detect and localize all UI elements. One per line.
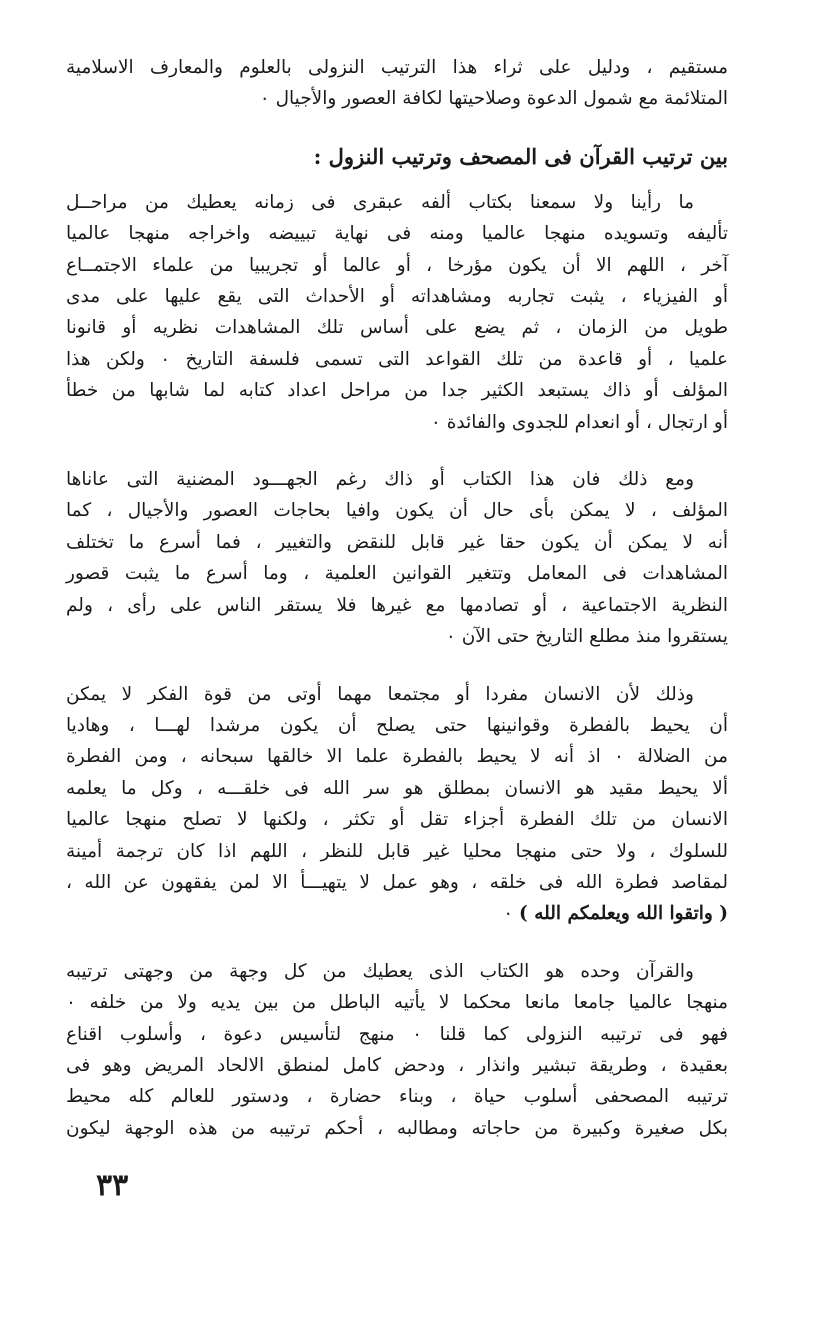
text-line: المتلائمة مع شمول الدعوة وصلاحيتها لكافة العصور والأجيال ٠ xyxy=(259,88,728,110)
text-line: والقرآن وحده هو الكتاب الذى يعطيك من كل وجهة من وجهتى ترتيبه xyxy=(66,960,694,982)
paragraph-2 xyxy=(66,464,728,652)
text-line xyxy=(66,898,728,929)
text-line: للسلوك ، ولا حتى منهجا محليا غير قابل للنظر ، اللهم اذا كان ترجمة أمينة xyxy=(66,840,728,862)
text-line: أن يحيط بالفطرة وقوانينها حتى يصلح أن يكون مرشدا لهـــا ، وهاديا xyxy=(66,714,728,736)
paragraph-3 xyxy=(66,679,728,930)
text-line: آخر ، اللهم الا أن يكون مؤرخا ، أو عالما أو تجريبيا من علماء الاجتمــاع xyxy=(66,254,728,276)
paragraph-intro xyxy=(66,52,728,115)
text-line: أو الفيزياء ، يثبت تجاربه ومشاهداته أو الأحداث التى يقع عليها على مدى xyxy=(66,286,728,308)
text-line: المشاهدات فى المعامل وتتغير القوانين العلمية ، وما أسرع ما يثبت قصور xyxy=(66,563,728,585)
quote-end-mark: ٠ xyxy=(503,903,520,925)
text-line: أنه لا يمكن أن يكون حقا غير قابل للنقض والتغيير ، فما أسرع ما تختلف xyxy=(66,531,728,553)
text-line: بكل صغيرة وكبيرة من حاجاته ومطالبه ، أحكم ترتيبه من هذه الوجهة ليكون xyxy=(66,1117,728,1139)
text-line: المؤلف أو ذاك يستبعد الكثير جدا من مراحل اعداد كتابه لما شابها من خطأ xyxy=(66,380,728,402)
text-line: علميا ، أو قاعدة من تلك القواعد التى تسمى فلسفة التاريخ ٠ ولكن هذا xyxy=(66,348,728,370)
text-line: بعقيدة ، وطريقة تبشير وانذار ، ودحض كامل لمنطق الالحاد المريض وهو فى xyxy=(66,1054,728,1076)
text-line: النظرية الاجتماعية ، أو تصادمها مع غيرها فلا يستقر الناس على رأى ، ولم xyxy=(66,594,728,616)
text-line: طويل من الزمان ، ثم يضع على أساس تلك المشاهدات نظريه أو قانونا xyxy=(66,317,728,339)
text-line: مستقيم ، ودليل على ثراء هذا الترتيب النزولى بالعلوم والمعارف الاسلامية xyxy=(66,57,728,78)
text-line: لمقاصد فطرة الله فى خلقه ، وهو عمل لا يتهيـــأ الا لمن يفقهون عن الله ، xyxy=(66,871,728,893)
paragraph-4 xyxy=(66,956,728,1144)
section-heading: بين ترتيب القرآن فى المصحف وترتيب النزول : xyxy=(313,143,728,169)
text-line: يستقروا منذ مطلع التاريخ حتى الآن ٠ xyxy=(445,626,728,648)
paragraph-1 xyxy=(66,187,728,438)
text-line: فهو فى ترتيبه النزولى كما قلنا ٠ منهج لتأسيس دعوة ، وأسلوب اقناع xyxy=(66,1023,729,1045)
text-line: ما رأينا ولا سمعنا بكتاب ألفه عبقرى فى زمانه يعطيك من مراحــل xyxy=(66,191,694,213)
text-line: الانسان من تلك الفطرة أجزاء تقل أو تكثر ، ولكنها لا تصلح منهجا عالميا xyxy=(66,809,728,831)
text-line: أو ارتجال ، أو انعدام للجدوى والفائدة ٠ xyxy=(430,411,728,433)
text-line: منهجا عالميا جامعا مانعا محكما لا يأتيه الباطل من بين يديه ولا من خلفه ٠ xyxy=(66,992,728,1014)
text-line: وذلك لأن الانسان مفردا أو مجتمعا مهما أوتى من قوة الفكر لا يمكن xyxy=(66,683,694,705)
text-line: المؤلف ، لا يمكن بأى حال أن يكون وافيا بحاجات العصور والأجيال ، كما xyxy=(66,500,728,522)
text-line: ومع ذلك فان هذا الكتاب أو ذاك رغم الجهـــود المضنية التى عاناها xyxy=(66,469,694,491)
text-line: من الضلالة ٠ اذ أنه لا يحيط بالفطرة علما الا خالقها سبحانه ، ومن الفطرة xyxy=(66,746,728,768)
text-line: تأليفه وتسويده منهجا عالميا ومنه فى نهاية تبييضه واخراجه منهجا عالميا xyxy=(66,223,728,245)
page-number: ٣٣ xyxy=(96,1168,129,1203)
text-line: ترتيبه المصحفى أسلوب حياة ، وبناء حضارة ، ودستور للعالم كله محيط xyxy=(66,1086,728,1108)
quran-quote: ( واتقوا الله ويعلمكم الله ) xyxy=(519,903,728,925)
text-line: ألا يحيط مقيد هو الانسان بمطلق هو سر الله فى خلقـــه ، وكل ما يعلمه xyxy=(66,777,728,799)
